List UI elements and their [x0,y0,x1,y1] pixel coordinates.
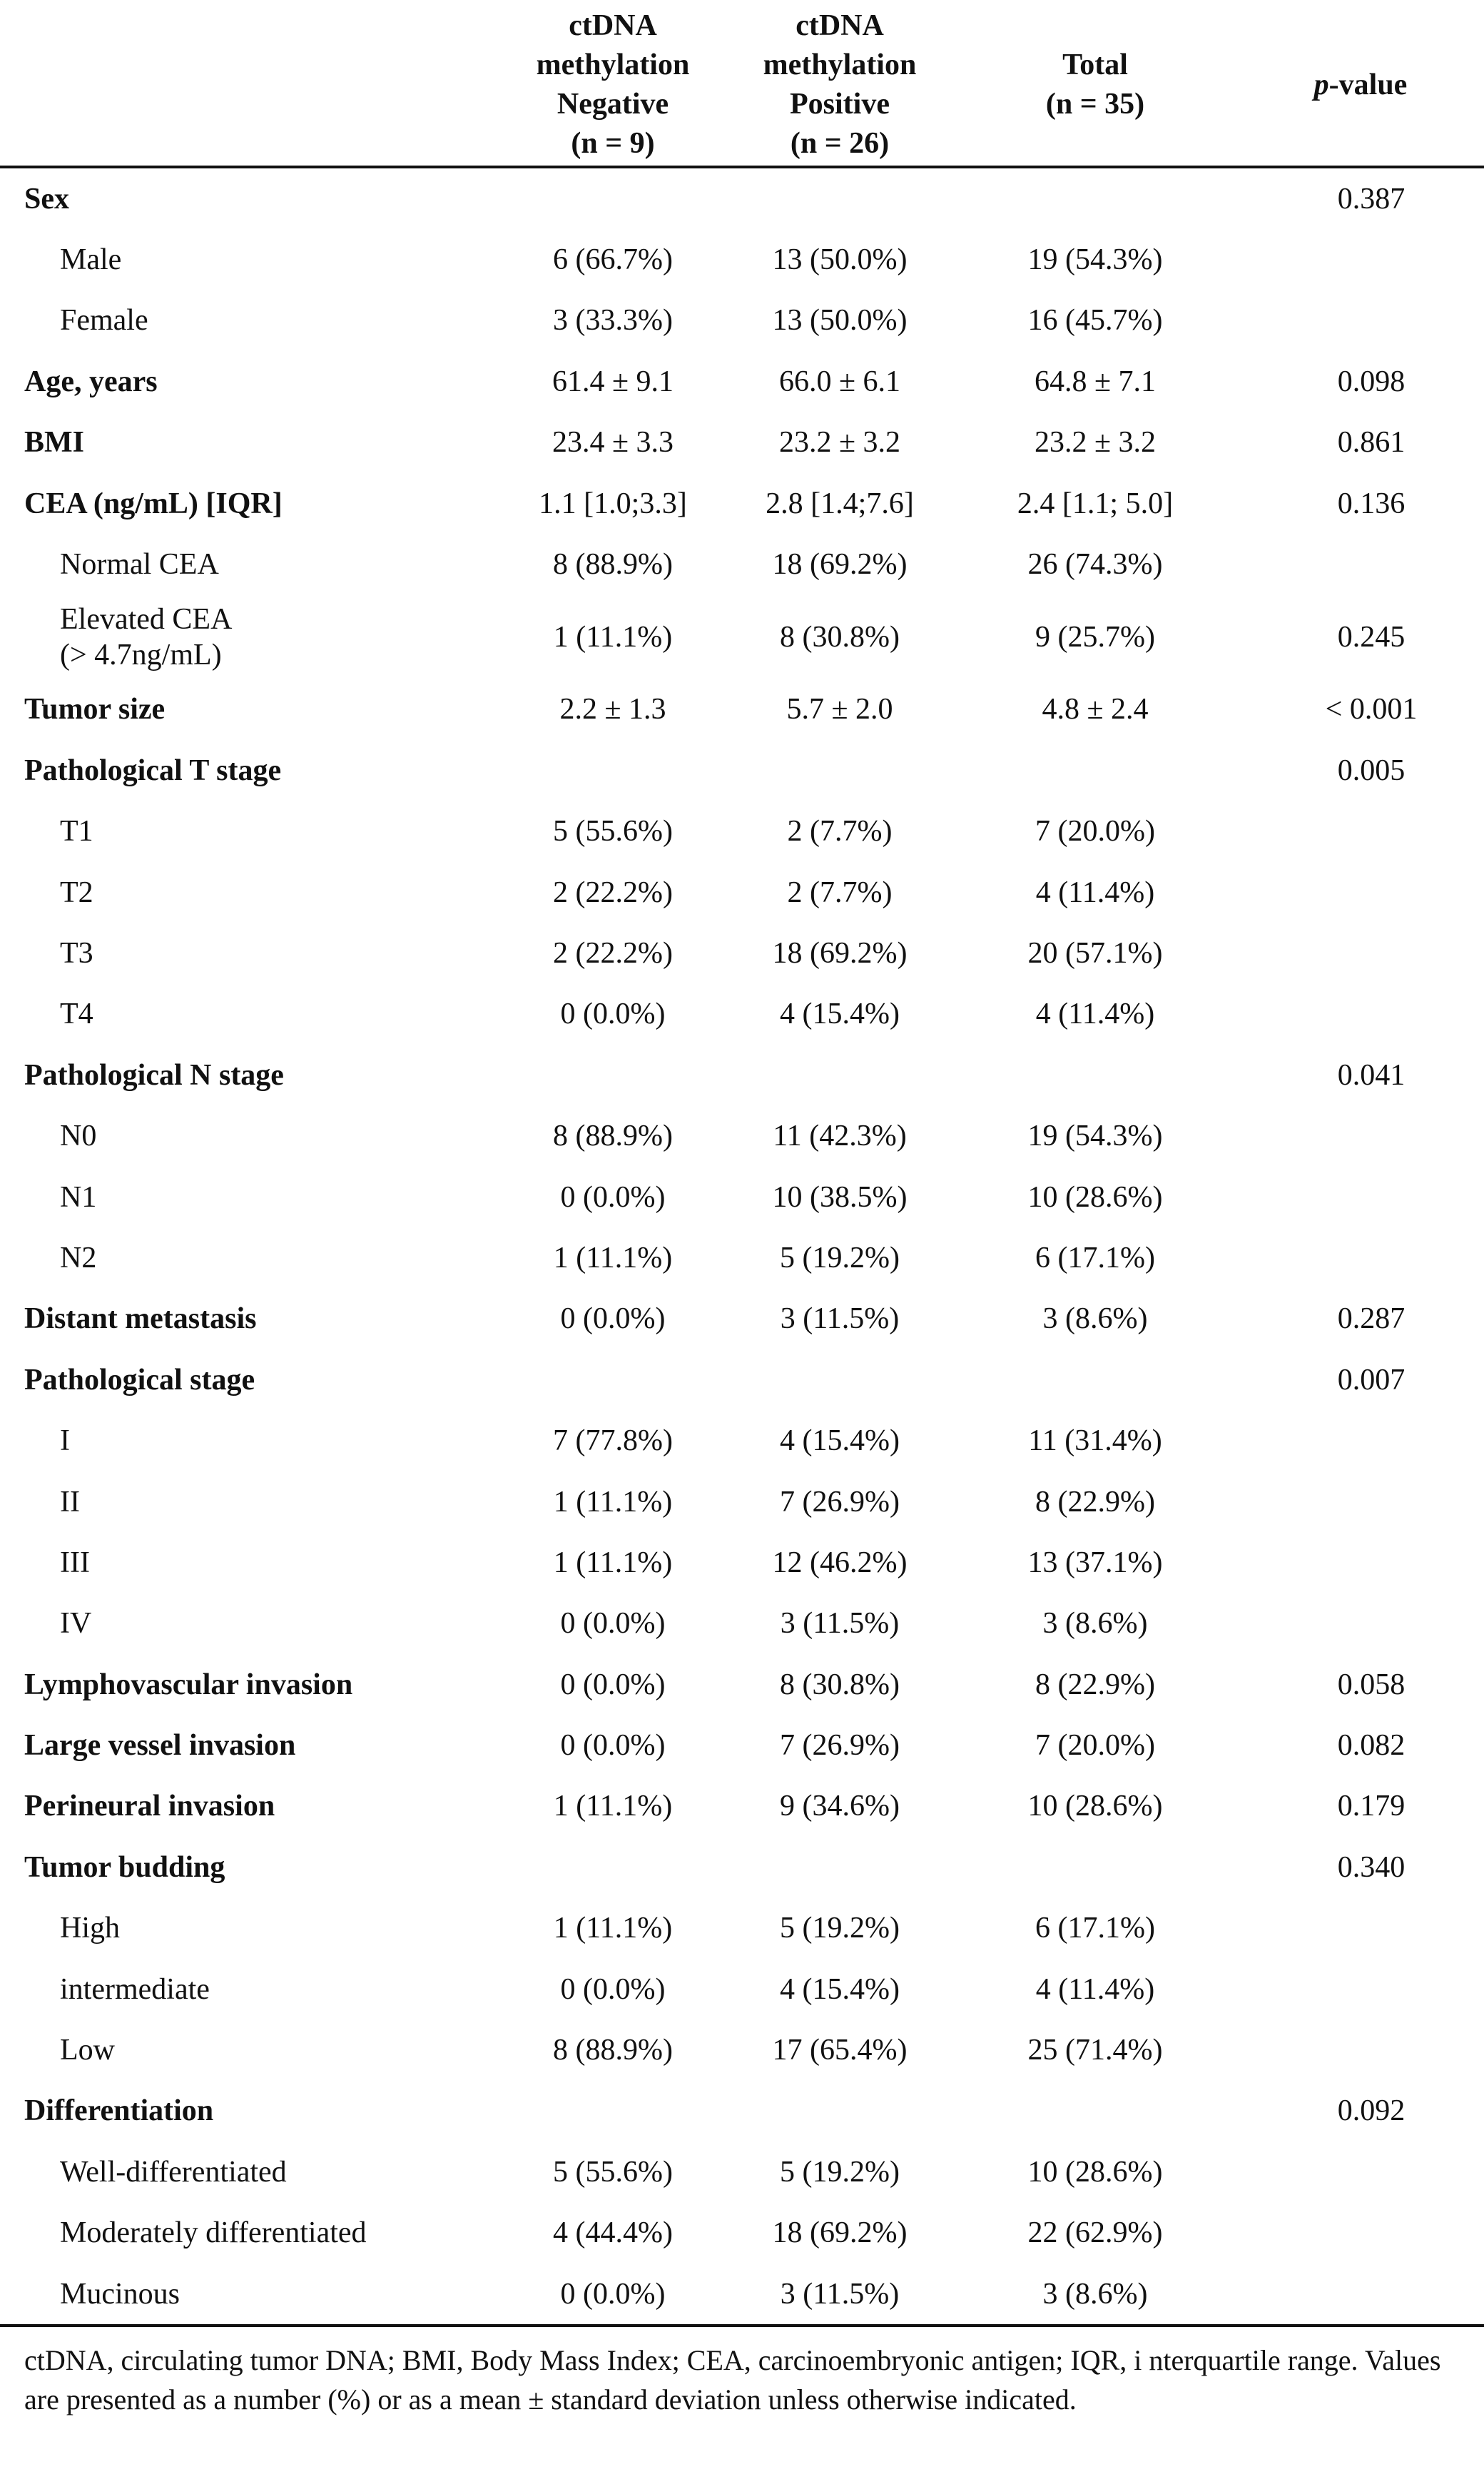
cell-pvalue [1237,229,1484,290]
header-positive-line: methylation [763,49,917,81]
cell-negative: 1 (11.1%) [553,1912,673,1945]
cell-negative: 0 (0.0%) [560,1729,666,1763]
cell-positive: 3 (11.5%) [780,1302,900,1336]
table-row [0,2263,1484,2326]
cell-positive: 3 (11.5%) [780,1607,900,1641]
cell-pvalue [1237,1410,1484,1471]
cell-negative: 0 (0.0%) [560,1668,666,1701]
cell-pvalue: 0.287 [1337,1302,1406,1336]
row-label: CEA (ng/mL) [IQR] [24,487,283,520]
cell-total: 4 (11.4%) [1035,1972,1155,2006]
cell-pvalue [1237,801,1484,862]
cell-pvalue: 0.005 [1337,754,1406,787]
table-row [0,862,1484,923]
cell-pvalue [1237,2263,1484,2326]
cell-total: 10 (28.6%) [1027,1790,1163,1823]
row-label: T4 [60,998,93,1031]
cell-positive: 12 (46.2%) [772,1546,908,1579]
row-label: Female [60,304,148,338]
cell-total: 8 (22.9%) [1035,1485,1155,1519]
row-label: Pathological T stage [24,754,282,787]
cell-total: 2.4 [1.1; 5.0] [1017,487,1174,520]
cell-total [953,167,1237,229]
row-label: Male [60,243,122,277]
cell-positive: 8 (30.8%) [780,620,900,654]
cell-negative: 0 (0.0%) [499,2263,726,2326]
cell-positive: 5 (19.2%) [780,1241,900,1274]
table-row [0,167,1484,229]
cell-pvalue: 0.007 [1337,1363,1406,1396]
header-total-line: (n = 35) [1045,88,1145,121]
cell-pvalue: 0.041 [1337,1058,1406,1092]
row-label: Lymphovascular invasion [24,1668,353,1701]
table-row [0,1105,1484,1166]
cell-pvalue: 0.387 [1337,182,1406,216]
cell-total: 20 (57.1%) [1027,936,1163,970]
cell-total: 19 (54.3%) [1027,243,1163,277]
cell-negative: 4 (44.4%) [553,2216,673,2250]
cell-total: 13 (37.1%) [1027,1546,1163,1579]
cell-negative: 3 (33.3%) [553,304,673,338]
header-blank-cell [0,4,499,167]
cell-negative: 61.4 ± 9.1 [552,365,674,398]
table-row [0,1289,1484,1349]
cell-pvalue [1237,1227,1484,1288]
cell-positive: 17 (65.4%) [772,2034,908,2067]
cell-positive: 4 (15.4%) [780,998,900,1031]
table-row [0,1959,1484,2019]
row-label: Sex [24,182,69,216]
header-positive [726,4,953,167]
table-row [0,229,1484,290]
cell-positive: 13 (50.0%) [772,304,908,338]
cell-total [953,1837,1237,1897]
table-row [0,1715,1484,1775]
table-row [0,2019,1484,2080]
cell-total: 25 (71.4%) [1027,2034,1163,2067]
header-negative-line: ctDNA [569,9,657,42]
header-pvalue-rest: -value [1328,68,1408,101]
cell-negative [499,1837,726,1897]
row-label: Well-differentiated [60,2155,287,2189]
cell-pvalue [1237,1898,1484,1959]
row-label: N0 [60,1120,97,1153]
row-label: Age, years [24,365,158,398]
row-label-line: (> 4.7ng/mL) [60,638,222,671]
table-row [0,1227,1484,1288]
cell-positive: 5 (19.2%) [780,1912,900,1945]
cell-negative: 5 (55.6%) [553,2155,673,2189]
cell-negative: 7 (77.8%) [553,1424,673,1458]
row-label: High [60,1912,120,1945]
table-row [0,740,1484,801]
row-label-line: Elevated CEA [60,602,233,636]
table-footnote: ctDNA, circulating tumor DNA; BMI, Body Mass Index; CEA, carcinoembryonic antigen; IQR, i nterquartile range. Values are presented as a number (%) or as a mean ± standard deviation unless otherwise indicated. [24,2344,1441,2415]
cell-negative: 1 (11.1%) [553,1485,673,1519]
cell-total: 64.8 ± 7.1 [1034,365,1157,398]
cell-pvalue: 0.058 [1337,1668,1406,1701]
cell-pvalue: 0.179 [1337,1790,1406,1823]
row-label [0,595,499,679]
cell-positive: 4 (15.4%) [780,1972,900,2006]
row-label: IV [60,1607,92,1641]
cell-pvalue [1237,2141,1484,2202]
header-positive-line: Positive [790,88,890,121]
cell-pvalue [1237,290,1484,351]
table-row [0,2203,1484,2263]
cell-negative: 2.2 ± 1.3 [559,693,666,726]
table-row [0,1349,1484,1410]
cell-negative: 6 (66.7%) [553,243,673,277]
cell-positive [726,2081,953,2141]
cell-positive: 13 (50.0%) [772,243,908,277]
cell-negative [499,2081,726,2141]
cell-pvalue [1237,2203,1484,2263]
cell-pvalue [1237,923,1484,983]
cell-total: 10 (28.6%) [1027,2155,1163,2189]
cell-positive: 18 (69.2%) [772,936,908,970]
cell-pvalue [1237,1532,1484,1593]
table-row [0,1898,1484,1959]
cell-negative: 23.4 ± 3.3 [552,426,674,460]
cell-negative: 1 (11.1%) [553,1790,673,1823]
cell-pvalue: 0.082 [1337,1729,1406,1763]
cell-negative: 1.1 [1.0;3.3] [539,487,687,520]
cell-positive: 5.7 ± 2.0 [786,693,893,726]
cell-positive [726,740,953,801]
cell-pvalue [1237,862,1484,923]
cell-negative [499,740,726,801]
row-label: N1 [60,1180,97,1214]
table-body [0,167,1484,2326]
cell-total: 22 (62.9%) [1027,2216,1163,2250]
row-label: Mucinous [0,2263,499,2326]
row-label: N2 [60,1241,97,1274]
row-label: T3 [60,936,93,970]
cell-positive: 3 (11.5%) [726,2263,953,2326]
cell-positive: 10 (38.5%) [772,1180,908,1214]
table-header-row [0,4,1484,167]
cell-total: 4 (11.4%) [1035,998,1155,1031]
cell-negative: 2 (22.2%) [553,876,673,909]
cell-negative: 8 (88.9%) [553,1120,673,1153]
row-label: Differentiation [24,2094,214,2128]
table-row [0,534,1484,594]
cell-total [953,2081,1237,2141]
cell-total: 4 (11.4%) [1035,876,1155,909]
cell-positive [726,167,953,229]
table-row [0,1471,1484,1532]
cell-positive: 7 (26.9%) [780,1485,900,1519]
cell-positive: 2.8 [1.4;7.6] [766,487,914,520]
table-row [0,801,1484,862]
cell-total: 6 (17.1%) [1035,1912,1155,1945]
cell-positive: 4 (15.4%) [780,1424,900,1458]
row-label: Tumor size [24,693,166,726]
table-row [0,412,1484,473]
row-label: Normal CEA [60,548,219,582]
cell-total [953,1045,1237,1105]
cell-total: 3 (8.6%) [1042,1302,1148,1336]
cell-positive: 8 (30.8%) [780,1668,900,1701]
cell-pvalue [1237,1959,1484,2019]
cell-total [953,740,1237,801]
cell-total: 3 (8.6%) [1042,1607,1148,1641]
table-row [0,679,1484,740]
cell-total [953,1349,1237,1410]
row-label: T2 [60,876,93,909]
cell-positive: 18 (69.2%) [772,548,908,582]
cell-pvalue [1237,2019,1484,2080]
row-label: intermediate [60,1972,210,2006]
cell-total: 26 (74.3%) [1027,548,1163,582]
table-row [0,1593,1484,1654]
row-label: Tumor budding [24,1850,225,1884]
cell-pvalue: 0.098 [1337,365,1406,398]
cell-pvalue: 0.136 [1337,487,1406,520]
row-label: I [60,1424,70,1458]
cell-pvalue [1237,1471,1484,1532]
cell-negative: 8 (88.9%) [553,2034,673,2067]
row-label: Moderately differentiated [60,2216,367,2250]
header-total-line: Total [1062,49,1128,81]
table-row [0,2141,1484,2202]
cell-negative: 0 (0.0%) [560,1180,666,1214]
table-row [0,290,1484,351]
row-label: BMI [24,426,84,460]
header-positive-line: (n = 26) [790,127,890,160]
header-negative [499,4,726,167]
cell-positive [726,1045,953,1105]
table-row [0,2081,1484,2141]
row-label: Perineural invasion [24,1790,275,1823]
cell-negative: 1 (11.1%) [553,620,673,654]
table-row [0,923,1484,983]
row-label: Low [60,2034,115,2067]
cell-positive: 23.2 ± 3.2 [778,426,901,460]
table-row [0,1410,1484,1471]
cell-negative: 2 (22.2%) [553,936,673,970]
cell-pvalue: 0.861 [1337,426,1406,460]
cell-positive [726,1349,953,1410]
cell-positive: 66.0 ± 6.1 [778,365,901,398]
cell-positive: 2 (7.7%) [787,876,893,909]
cell-positive: 2 (7.7%) [787,815,893,848]
cell-negative: 1 (11.1%) [553,1241,673,1274]
cell-negative: 8 (88.9%) [553,548,673,582]
table-row [0,1654,1484,1715]
cell-total: 8 (22.9%) [1035,1668,1155,1701]
table-row [0,984,1484,1045]
table-row [0,351,1484,412]
cell-negative [499,167,726,229]
cell-total: 23.2 ± 3.2 [1034,426,1157,460]
cell-negative [499,1349,726,1410]
cell-pvalue [1237,1593,1484,1654]
cell-total: 11 (31.4%) [1028,1424,1162,1458]
row-label: III [60,1546,90,1579]
header-positive-line: ctDNA [796,9,884,42]
cell-positive: 7 (26.9%) [780,1729,900,1763]
header-negative-line: Negative [556,88,669,121]
cell-total: 16 (45.7%) [1027,304,1163,338]
cell-negative: 5 (55.6%) [553,815,673,848]
cell-negative: 0 (0.0%) [560,998,666,1031]
cell-negative: 1 (11.1%) [553,1546,673,1579]
cell-negative: 0 (0.0%) [560,1972,666,2006]
cell-pvalue: 0.340 [1337,1850,1406,1884]
cell-total: 3 (8.6%) [953,2263,1237,2326]
cell-negative: 0 (0.0%) [560,1302,666,1336]
cell-negative: 0 (0.0%) [560,1607,666,1641]
cell-positive: 9 (34.6%) [780,1790,900,1823]
cell-pvalue: 0.092 [1337,2094,1406,2128]
cell-pvalue [1237,984,1484,1045]
table-row [0,473,1484,534]
header-negative-line: methylation [536,49,690,81]
table-row [0,1532,1484,1593]
cell-total: 10 (28.6%) [1027,1180,1163,1214]
clinical-characteristics-table [0,4,1484,2327]
cell-total: 7 (20.0%) [1035,1729,1155,1763]
header-pvalue-italic: p [1313,68,1329,101]
cell-positive: 18 (69.2%) [772,2216,908,2250]
row-label: Pathological N stage [24,1058,284,1092]
header-negative-line: (n = 9) [571,127,655,160]
row-label: Distant metastasis [24,1302,257,1336]
row-label: Large vessel invasion [24,1729,296,1763]
cell-positive: 5 (19.2%) [780,2155,900,2189]
cell-total: 4.8 ± 2.4 [1042,693,1149,726]
header-pvalue [1237,4,1484,167]
cell-negative [499,1045,726,1105]
cell-pvalue [1237,1167,1484,1227]
cell-total: 7 (20.0%) [1035,815,1155,848]
cell-pvalue [1237,1105,1484,1166]
cell-pvalue: 0.245 [1337,620,1406,654]
row-label: Pathological stage [24,1363,255,1396]
cell-total: 9 (25.7%) [1035,620,1155,654]
row-label: II [60,1485,80,1519]
cell-pvalue [1237,534,1484,594]
table-row [0,1045,1484,1105]
table-row [0,1837,1484,1897]
cell-positive: 11 (42.3%) [773,1120,907,1153]
table-row [0,595,1484,679]
table-row [0,1776,1484,1837]
header-total [953,4,1237,167]
cell-positive [726,1837,953,1897]
row-label: T1 [60,815,93,848]
cell-total: 6 (17.1%) [1035,1241,1155,1274]
cell-total: 19 (54.3%) [1027,1120,1163,1153]
cell-pvalue: < 0.001 [1325,693,1418,726]
table-row [0,1167,1484,1227]
